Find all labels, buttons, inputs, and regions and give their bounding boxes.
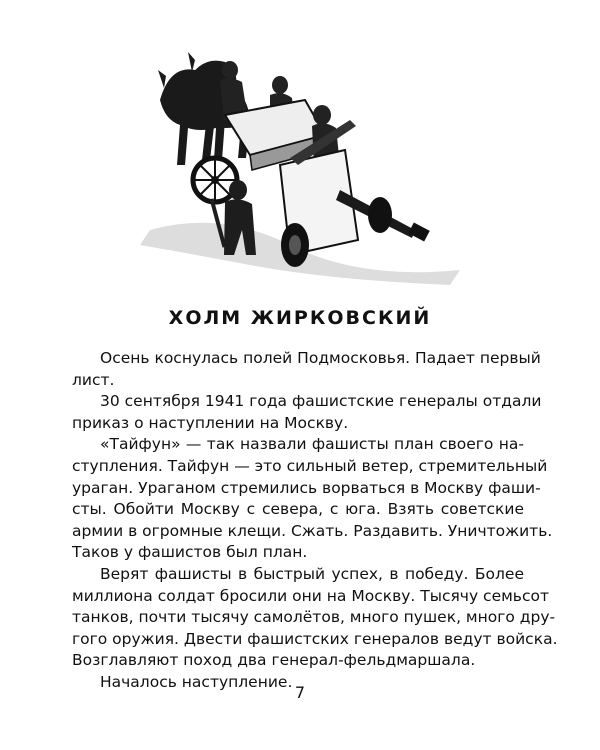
text-line: лист. — [72, 370, 115, 389]
paragraph — [72, 391, 542, 434]
text-line: танков, почти тысячу самолётов, много пушек, много дру- — [72, 608, 556, 627]
text-line: миллиона солдат бросили они на Москву. Тысячу семьсот — [72, 586, 549, 605]
text-line: Таков у фашистов был план. — [72, 543, 308, 562]
text-line: сты. Обойти Москву с севера, с юга. Взять советские — [72, 500, 524, 519]
text-line: ураган. Ураганом стремились ворваться в Москву фаши- — [72, 478, 541, 497]
paragraph — [72, 434, 553, 564]
text-line: армии в огромные клещи. Сжать. Раздавить. Уничтожить. — [72, 521, 553, 540]
text-line: Осень коснулась полей Подмосковья. Падает первый — [100, 349, 541, 367]
text-line: 30 сентября 1941 года фашистские генералы отдали — [100, 392, 542, 411]
chapter-title: ХОЛМ ЖИРКОВСКИЙ — [168, 307, 432, 329]
paragraph — [72, 348, 541, 391]
text-line: «Тайфун» — так назвали фашисты план своего на- — [100, 435, 524, 454]
paragraph — [72, 564, 558, 672]
text-line: Началось наступление. — [100, 672, 293, 691]
text-line: Возглавляют поход два генерал-фельдмаршала. — [72, 651, 476, 670]
text-line: Верят фашисты в быстрый успех, в победу. Более — [100, 564, 524, 583]
page-number: 7 — [294, 683, 306, 702]
war-illustration — [130, 40, 470, 290]
body-text — [72, 348, 558, 694]
text-line: приказ о наступлении на Москву. — [72, 413, 349, 432]
text-line: гого оружия. Двести фашистских генералов ведут войска. — [72, 629, 558, 648]
text-line: ступления. Тайфун — это сильный ветер, стремительный — [72, 456, 548, 475]
horse-drawn-gun-illustration — [130, 40, 470, 290]
